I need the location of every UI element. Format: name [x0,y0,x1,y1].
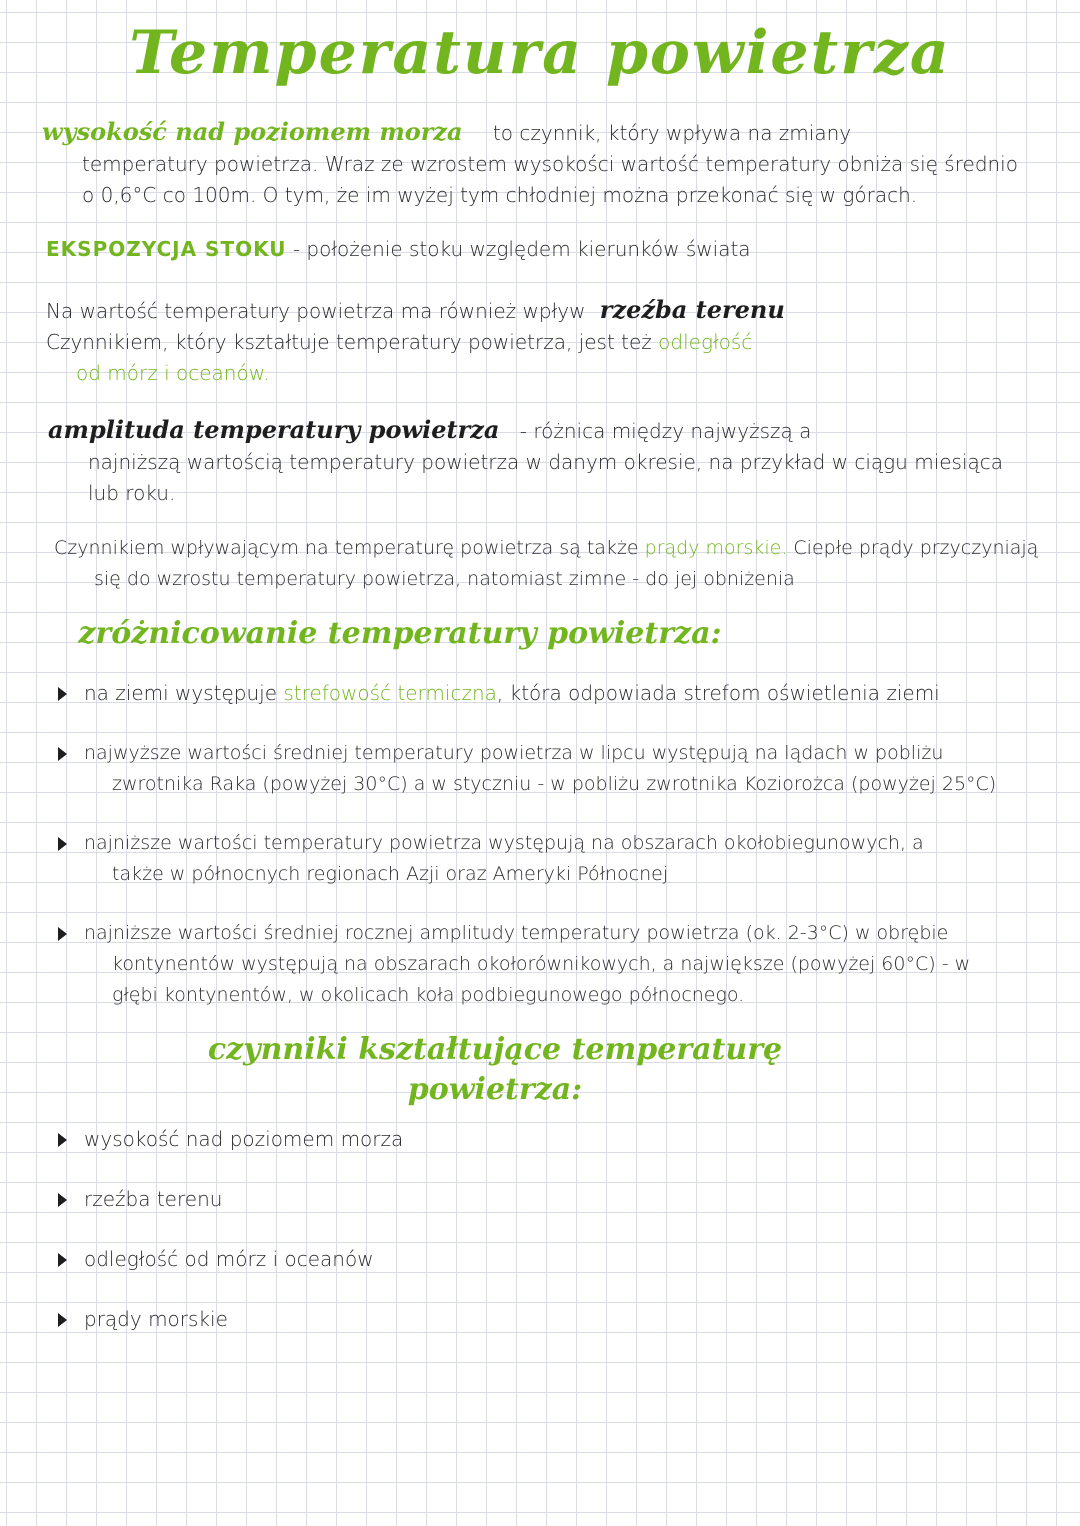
section-factors-heading [0,1030,1035,1110]
bullet1-text-b: , która odpowiada strefom oświetlenia ziemi [496,681,940,705]
factor-item: prądy morskie [84,1307,228,1331]
list-item [58,678,1038,709]
paragraph-amplitude [48,414,1048,509]
distance-term-cont: od mórz i oceanów. [76,361,270,385]
bullet2-line1: najwyższe wartości średniej temperatury powietrza w lipcu występują na lądach w pobliżu [84,742,944,764]
amplitude-line2: najniższą wartością temperatury powietrza w danym okresie, na przykład w ciągu miesiąca [88,450,1004,474]
currents-line1b: Ciepłe prądy przyczyniają [793,537,1039,559]
altitude-heading: wysokość nad poziomem morza [42,117,463,146]
bullet-icon [58,1133,67,1147]
amplitude-line3: lub roku. [88,481,176,505]
list-item [58,1124,403,1155]
section-differentiation-heading: zróżnicowanie temperatury powietrza: [78,616,722,651]
page-title: Temperatura powietrza [129,18,951,88]
paragraph-currents [54,533,1054,595]
thermal-zonation-term: strefowość termiczna [283,681,497,705]
paragraph-altitude [42,116,1052,211]
bullet-icon [58,1253,67,1267]
currents-line2: się do wzrostu temperatury powietrza, natomiast zimne - do jej obniżenia [94,568,795,590]
relief-line2: Czynnikiem, który kształtuje temperatury powietrza, jest też [46,330,652,354]
bullet3-line2: także w północnych regionach Azji oraz Ameryki Północnej [112,863,669,885]
bullet4-line2: kontynentów występują na obszarach okołorównikowych, a największe (powyżej 60°C) - w [112,953,971,975]
paragraph-relief [46,294,1046,389]
distance-term: odległość [658,330,753,354]
bullet-icon [58,747,67,761]
altitude-line1: to czynnik, który wpływa na zmiany [492,121,852,145]
relief-term: rzeźba terenu [599,295,785,324]
currents-term: prądy morskie. [644,537,788,559]
amplitude-line1: - różnica między najwyższą a [519,419,812,443]
bullet-icon [58,1193,67,1207]
list-item [58,1184,222,1215]
list-item [58,1244,374,1275]
bullet4-line3: głębi kontynentów, w okolicach koła podbiegunowego północnego. [112,984,745,1006]
factors-heading-line2: powietrza: [407,1072,583,1107]
list-item [58,828,1038,890]
exposure-term: EKSPOZYCJA STOKU [46,237,287,261]
factor-item: rzeźba terenu [84,1187,223,1211]
list-item [58,918,1038,1011]
bullet2-line2: zwrotnika Raka (powyżej 30°C) a w styczniu - w pobliżu zwrotnika Koziorożca (powyżej 25°C) [112,773,997,795]
factor-item: odległość od mórz i oceanów [84,1247,374,1271]
bullet-icon [58,837,67,851]
list-item [58,738,1038,800]
bullet-icon [58,927,67,941]
amplitude-heading: amplituda temperatury powietrza [48,415,500,444]
exposure-definition: - położenie stoku względem kierunków świata [292,237,751,261]
factors-heading-line1: czynniki kształtujące temperaturę [207,1032,783,1067]
factor-item: wysokość nad poziomem morza [84,1127,404,1151]
bullet4-line1: najniższe wartości średniej rocznej amplitudy temperatury powietrza (ok. 2-3°C) w obrębie [84,922,949,944]
bullet-icon [58,687,67,701]
altitude-line3: o 0,6°C co 100m. O tym, że im wyżej tym chłodniej można przekonać się w górach. [82,183,918,207]
currents-line1a: Czynnikiem wpływającym na temperaturę powietrza są także [54,537,639,559]
bullet-icon [58,1313,67,1327]
altitude-line2: temperatury powietrza. Wraz ze wzrostem wysokości wartość temperatury obniża się średnio [82,152,1018,176]
bullet1-text-a: na ziemi występuje [84,681,278,705]
paragraph-exposure [46,234,1046,265]
relief-line1: Na wartość temperatury powietrza ma również wpływ [46,299,586,323]
list-item [58,1304,228,1335]
bullet3-line1: najniższe wartości temperatury powietrza występują na obszarach okołobiegunowych, a [84,832,924,854]
